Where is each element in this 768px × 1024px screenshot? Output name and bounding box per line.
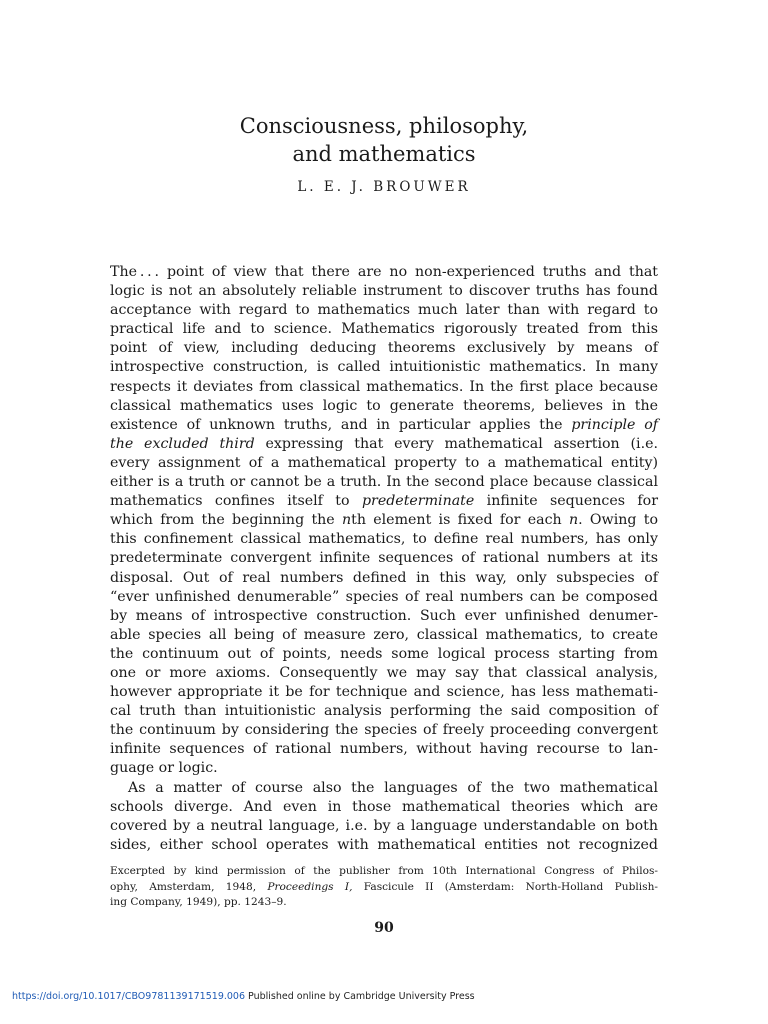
footnote: [110, 864, 658, 911]
body-line: able species all being of measure zero, classical mathematics, to create: [110, 626, 658, 643]
body-line: every assignment of a mathematical property to a mathematical entity): [110, 454, 658, 471]
body-line: sides, either school operates with mathematical entities not recognized: [110, 836, 658, 853]
body-line: however appropriate it be for technique and science, has less mathemati-: [110, 684, 658, 701]
body-line: acceptance with regard to mathematics much later than with regard to: [110, 302, 658, 319]
body-line: [110, 511, 658, 530]
body-line: infinite sequences of rational numbers, without having recourse to lan-: [110, 741, 658, 758]
title-line-2: and mathematics: [292, 142, 476, 166]
body-line: either is a truth or cannot be a truth. In the second place because classical: [110, 474, 658, 491]
body-segment: which from the beginning the: [110, 512, 335, 529]
body-line: As a matter of course also the languages of the two mathematical: [128, 779, 658, 796]
body-segment: infinite sequences for: [474, 493, 658, 510]
body-line: the continuum out of points, needs some logical process starting from: [110, 645, 658, 662]
body-line: the continuum by considering the species of freely proceeding convergent: [110, 722, 658, 739]
body-line: classical mathematics uses logic to generate theorems, believes in the: [110, 397, 658, 414]
footnote-line: [110, 880, 658, 896]
body-segment: expressing that every mathematical assertion (i.e.: [254, 435, 658, 452]
body-line: practical life and to science. Mathematics rigorously treated from this: [110, 321, 658, 338]
body-segment: . Owing to: [578, 512, 658, 529]
italic-term: the excluded third: [110, 435, 255, 452]
body-line: schools diverge. And even in those mathematical theories which are: [110, 798, 658, 815]
doi-footer: [12, 991, 475, 1002]
doi-link[interactable]: https://doi.org/10.1017/CBO9781139171519.006: [12, 991, 246, 1002]
footnote-segment: ophy, Amsterdam, 1948,: [110, 880, 268, 893]
page-number: 90: [374, 920, 394, 936]
body-text: [110, 263, 658, 855]
author-name: L. E. J. BROUWER: [297, 179, 471, 195]
body-line: point of view, including deducing theorems exclusively by means of: [110, 340, 658, 357]
body-segment: th element is fixed for each: [351, 512, 569, 529]
body-line: one or more axioms. Consequently we may say that classical analysis,: [110, 664, 658, 681]
body-line: by means of introspective construction. Such ever unfinished denumer-: [110, 607, 658, 624]
footnote-line: ing Company, 1949), pp. 1243–9.: [110, 896, 287, 908]
body-line: introspective construction, is called intuitionistic mathematics. In many: [110, 359, 658, 376]
body-line: The . . . point of view that there are no non-experienced truths and that: [110, 264, 658, 280]
body-line: disposal. Out of real numbers defined in this way, only subspecies of: [110, 569, 658, 586]
footnote-italic: Proceedings I,: [267, 880, 353, 893]
body-line: logic is not an absolutely reliable instrument to discover truths has found: [110, 283, 658, 300]
body-line: covered by a neutral language, i.e. by a language understandable on both: [110, 817, 658, 834]
body-line: predeterminate convergent infinite sequences of rational numbers at its: [110, 550, 658, 567]
body-line: [110, 435, 658, 454]
footnote-segment: Fascicule II (Amsterdam: North-Holland Publish-: [352, 880, 658, 893]
body-line: [110, 416, 658, 435]
body-line: cal truth than intuitionistic analysis performing the said composition of: [110, 703, 658, 720]
body-line: “ever unfinished denumerable” species of real numbers can be composed: [110, 588, 658, 605]
body-line: respects it deviates from classical mathematics. In the first place because: [110, 378, 658, 395]
published-online-note: Published online by Cambridge University Press: [245, 991, 475, 1002]
body-line: [110, 492, 658, 511]
title-line-1: Consciousness, philosophy,: [239, 114, 529, 138]
body-line: this confinement classical mathematics, to define real numbers, has only: [110, 531, 658, 548]
body-segment: existence of unknown truths, and in particular applies the: [110, 416, 563, 433]
body-line: guage or logic.: [110, 760, 218, 777]
footnote-line: Excerpted by kind permission of the publisher from 10th International Congress of Philos-: [110, 865, 658, 877]
italic-term: predeterminate: [361, 493, 475, 510]
italic-var: n: [341, 512, 352, 529]
body-segment: mathematics confines itself to: [110, 493, 350, 510]
italic-var: n: [568, 512, 579, 529]
article-title: [0, 112, 768, 168]
italic-term: principle of: [571, 416, 658, 433]
